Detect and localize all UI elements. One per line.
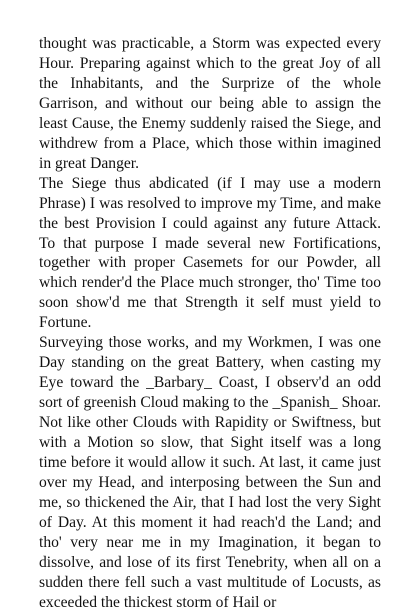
paragraph-siege-expected: thought was practicable, a Storm was expected every Hour. Preparing against which to the great Joy of all the Inhabitants, and the Surprize of the whole Garrison, and without our being able to assign the least Cause, the Enemy suddenly raised the Siege, and withdrew from a Place, which those within imagined in great Danger. [39, 35, 381, 172]
paragraph-siege-abdicated: The Siege thus abdicated (if I may use a modern Phrase) I was resolved to improve my Time, and make the best Provision I could against any future Attack. To that purpose I made several new Fortifications, together with proper Casemets for our Powder, all which render'd the Place much stronger, tho' Time too soon show'd me that Strength it self must yield to Fortune. [39, 174, 381, 332]
paragraph-locust-cloud: Surveying those works, and my Workmen, I was one Day standing on the great Battery, when casting my Eye toward the _Barbary_ Coast, I observ'd an odd sort of greenish Cloud making to the _Spanish_ Shoar. Not like other Clouds with Rapidity or Swiftness, but with a Motion so slow, that Sight itself was a long time before it would allow it such. At last, it came just over my Head, and interposing between the Sun and me, so thickened the Air, that I had lost the very Sight of Day. At this moment it had reach'd the Land; and tho' very near me in my Imagination, it began to dissolve, and lose of its first Tenebrity, when all on a sudden there fell such a vast multitude of Locusts, as exceeded the thickest storm of Hail or [39, 334, 381, 611]
document-page [39, 34, 381, 613]
